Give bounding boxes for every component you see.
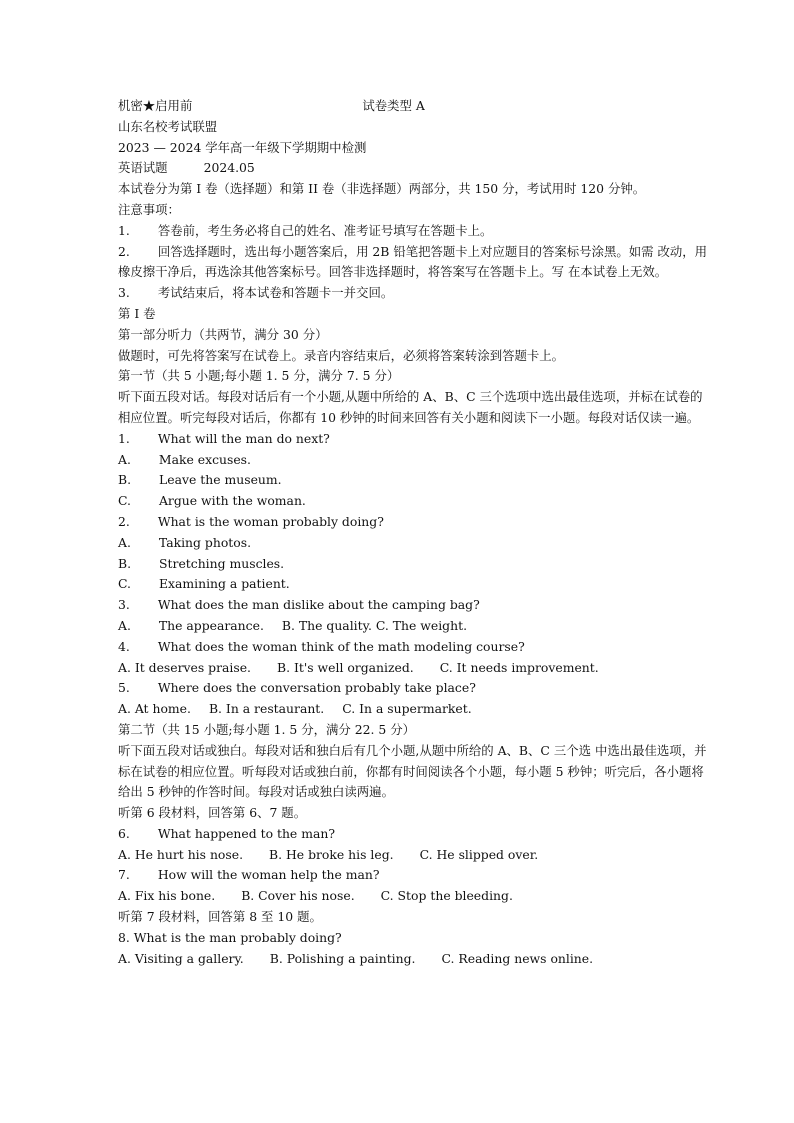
option-b: B. He broke his leg. (269, 846, 394, 862)
question: 8. What is the man probably doing? (118, 929, 342, 945)
option-text: Stretching muscles. (159, 555, 285, 571)
option-c: C. He slipped over. (419, 846, 539, 862)
notice-title: 注意事项： (118, 201, 180, 217)
question-number: 6. (118, 825, 130, 841)
notice-text: 回答选择题时，选出每小题答案后，用 2B 铅笔把答题卡上对应题目的答案标号涂黑。如需 改动，用橡皮擦干净后，再选涂其他答案标号。回答非选择题时，将答案写在答题卡上。写 在本试卷上无效。 (118, 243, 708, 280)
question (118, 865, 708, 886)
structure-note: 本试卷分为第 I 卷（选择题）和第 II 卷（非选择题）两部分，共 150 分，考试用时 120 分钟。 (118, 181, 646, 197)
option-label: A. (118, 451, 131, 467)
option-b: B. The quality. (281, 617, 372, 633)
option (118, 450, 708, 471)
question-text: Where does the conversation probably take place? (157, 680, 476, 696)
option-label: B. (118, 472, 132, 488)
notice-item (118, 283, 708, 304)
exam-title: 2023 — 2024 学年高一年级下学期期中检测 (118, 139, 367, 155)
option (118, 470, 708, 491)
question (118, 595, 708, 616)
option-c: C. The weight. (375, 617, 468, 633)
question (118, 637, 708, 658)
question-number: 2. (118, 513, 130, 529)
option-text: Taking photos. (158, 534, 252, 550)
option-b: B. It's well organized. (276, 659, 414, 675)
option-c: C. Reading news online. (441, 950, 594, 966)
option-text: Make excuses. (158, 451, 251, 467)
option-text: Examining a patient. (158, 576, 290, 592)
option-text: Argue with the woman. (158, 493, 306, 509)
subject-row (118, 158, 708, 179)
part1-instruction: 做题时，可先将答案写在试卷上。录音内容结束后，必须将答案转涂到答题卡上。 (118, 347, 565, 363)
option-label: C. (118, 493, 131, 509)
exam-date: 2024.05 (203, 160, 255, 176)
question-number: 1. (118, 430, 130, 446)
subject-label: 英语试题 (118, 160, 168, 176)
question-number: 5. (118, 680, 130, 696)
option-row (118, 699, 708, 720)
option-c: C. Stop the bleeding. (380, 888, 513, 904)
question-number: 7. (118, 867, 130, 883)
question (118, 824, 708, 845)
option-b: B. Cover his nose. (241, 888, 355, 904)
confidential-label: 机密★启用前 (118, 98, 193, 113)
option-c: C. It needs improvement. (439, 659, 599, 675)
option (118, 533, 708, 554)
section2-title: 第二节（共 15 小题;每小题 1. 5 分，满分 22. 5 分） (118, 721, 415, 737)
question (118, 512, 708, 533)
notice-item (118, 221, 708, 242)
question-number: 4. (118, 638, 130, 654)
question (118, 429, 708, 450)
option (118, 554, 708, 575)
option-a: A. Visiting a gallery. (118, 950, 244, 966)
notice-number: 1. (118, 222, 130, 238)
question-text: What is the woman probably doing? (157, 513, 384, 529)
option-a: A. It deserves praise. (118, 659, 251, 675)
notice-number: 3. (118, 285, 130, 301)
notice-item (118, 242, 708, 284)
option-a: A. Fix his bone. (118, 888, 216, 904)
question-text: What does the woman think of the math modeling course? (157, 638, 525, 654)
question (118, 678, 708, 699)
material-note: 听第 6 段材料，回答第 6、7 题。 (118, 805, 307, 821)
option-label: C. (118, 576, 131, 592)
option-row (118, 949, 708, 970)
option-text: Leave the museum. (159, 472, 282, 488)
option (118, 491, 708, 512)
paper-type-label: 试卷类型 A (362, 98, 425, 113)
question-number: 3. (118, 597, 130, 613)
section1-instruction: 听下面五段对话。每段对话后有一个小题,从题中所给的 A、B、C 三个选项中选出最佳选项，并标在试卷的相应位置。听完每段对话后，你都有 10 秒钟的时间来回答有关小题和阅读下一小题。每段对话仅读一遍。 (118, 389, 703, 425)
option-label: B. (118, 555, 132, 571)
option-label: A. (118, 617, 131, 633)
section2-instruction: 听下面五段对话或独白。每段对话和独白后有几个小题,从题中所给的 A、B、C 三个选 中选出最佳选项，并标在试卷的相应位置。听每段对话或独白前，你都有时间阅读各个小题，每小题 5 秒钟；听完后，各小题将给出 5 秒钟的作答时间。每段对话或独白读两遍。 (118, 742, 707, 800)
material-note: 听第 7 段材料，回答第 8 至 10 题。 (118, 909, 322, 925)
volume-title: 第 I 卷 (118, 305, 156, 321)
notice-text: 考试结束后，将本试卷和答题卡一并交回。 (157, 285, 394, 301)
question-text: What does the man dislike about the camping bag? (157, 597, 480, 613)
part1-title: 第一部分听力（共两节，满分 30 分） (118, 326, 328, 342)
option-label: A. (118, 534, 131, 550)
header-top-row (118, 96, 708, 117)
option (118, 574, 708, 595)
notice-number: 2. (118, 243, 130, 259)
notice-text: 答卷前，考生务必将自己的姓名、准考证号填写在答题卡上。 (157, 222, 493, 238)
question-text: What will the man do next? (157, 430, 330, 446)
option-c: C. In a supermarket. (342, 701, 472, 717)
option-a: The appearance. (158, 617, 264, 633)
section1-title: 第一节（共 5 小题;每小题 1. 5 分，满分 7. 5 分） (118, 368, 400, 384)
option-row (118, 845, 708, 866)
alliance-name: 山东名校考试联盟 (118, 118, 218, 134)
option-a: A. At home. (118, 701, 191, 717)
option-row (118, 886, 708, 907)
option-b: B. Polishing a painting. (269, 950, 416, 966)
option-row (118, 616, 708, 637)
option-a: A. He hurt his nose. (118, 846, 244, 862)
exam-page (118, 96, 708, 969)
question-text: What happened to the man? (157, 825, 335, 841)
question-text: How will the woman help the man? (157, 867, 380, 883)
option-b: B. In a restaurant. (208, 701, 325, 717)
option-row (118, 658, 708, 679)
